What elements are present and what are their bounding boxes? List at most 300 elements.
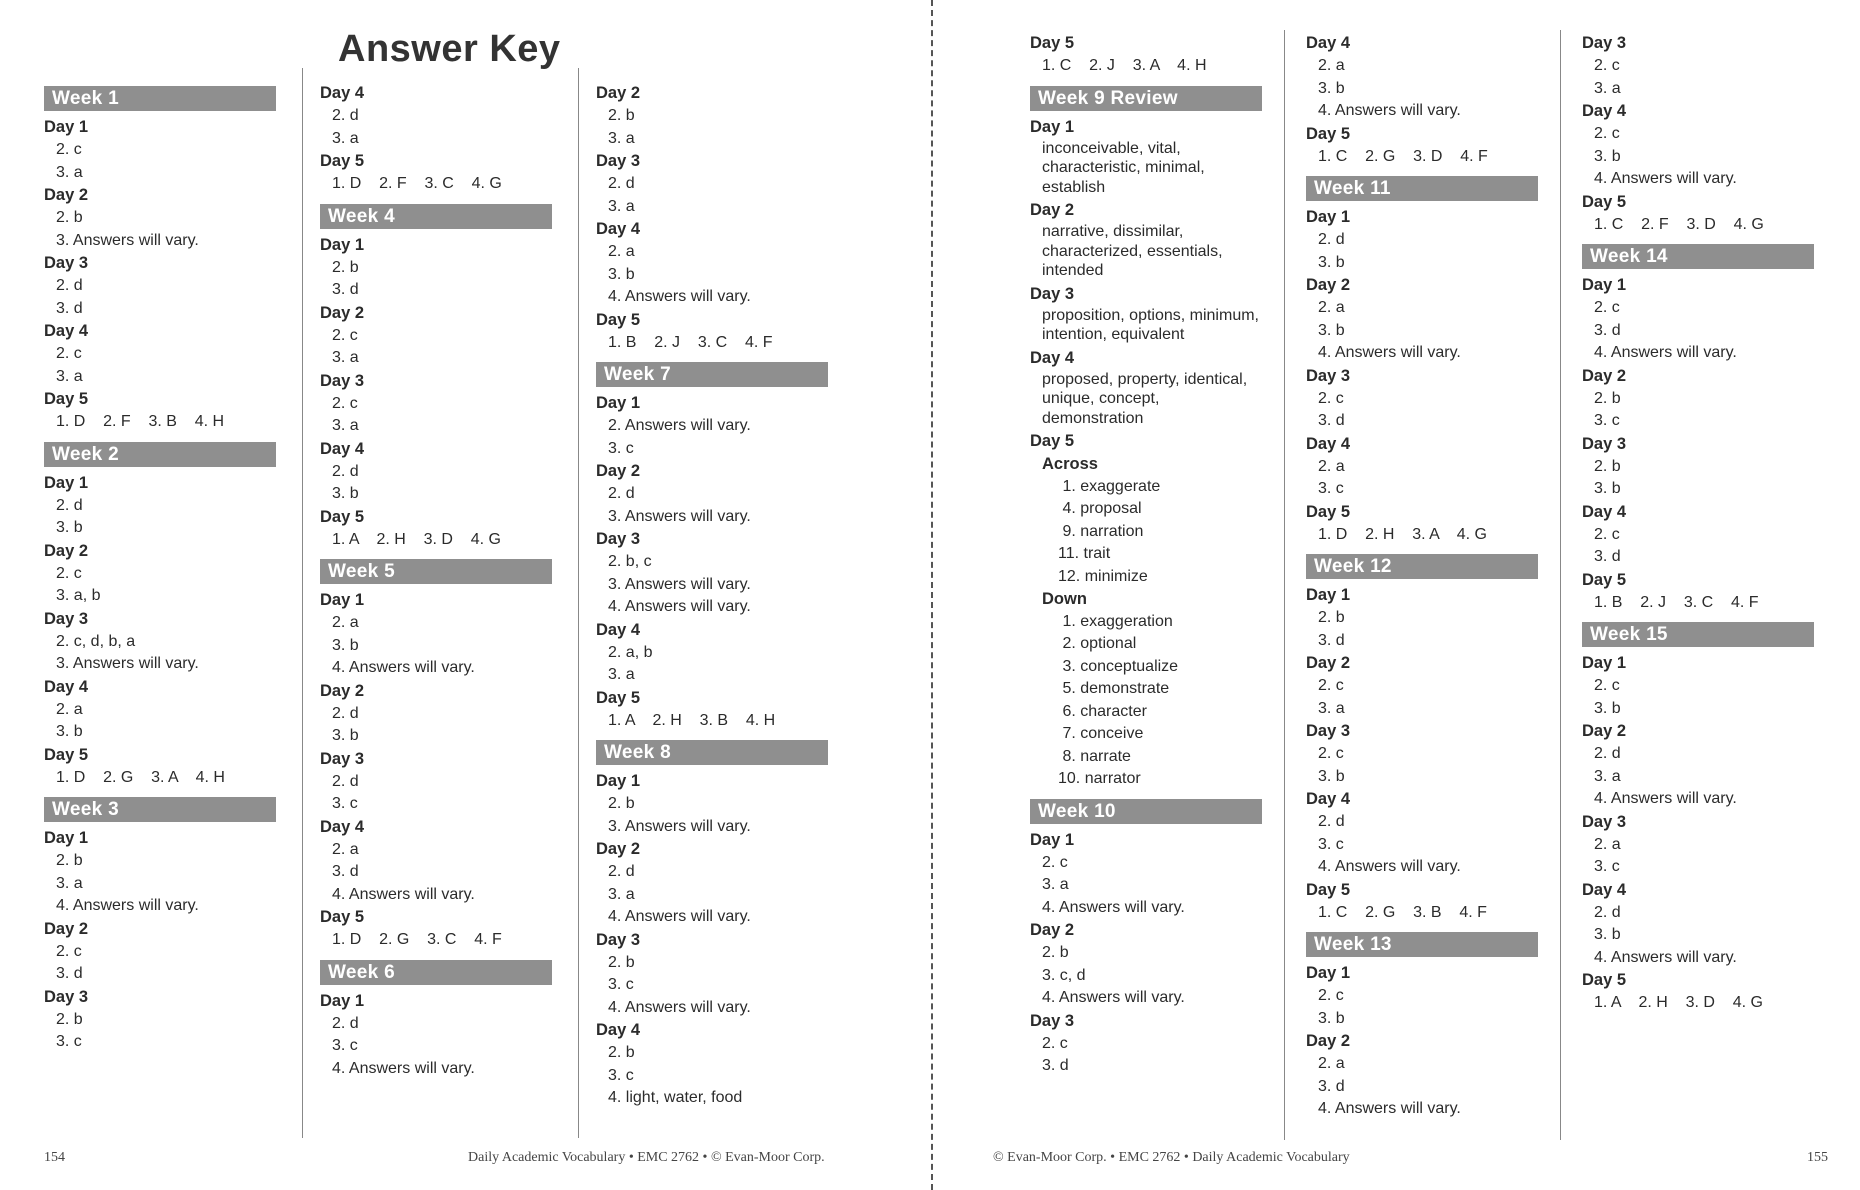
answer-item: 3. a [56, 367, 83, 385]
week-header: Week 6 [320, 960, 552, 985]
answer-item: 2. b [608, 1044, 635, 1061]
week-block [44, 86, 276, 434]
answer-item: 1. C 2. F 3. D 4. G [1594, 215, 1764, 233]
day-label: Day 4 [44, 322, 89, 340]
answer-list [332, 461, 552, 506]
week-header: Week 2 [44, 442, 276, 467]
day-label: Day 5 [1582, 192, 1627, 211]
day-label: Day 5 [1582, 971, 1627, 989]
answer-item: 4. Answers will vary. [332, 659, 475, 676]
answer-item: 2. a [1594, 835, 1621, 853]
week-header: Week 4 [320, 204, 552, 229]
week-header: Week 13 [1306, 932, 1538, 957]
answer-item: 1. D 2. G 3. A 4. H [56, 768, 225, 786]
day-label: Day 3 [1306, 722, 1351, 740]
day-label: Day 1 [1582, 654, 1627, 672]
answer-list [332, 325, 552, 370]
week-block [596, 740, 828, 1110]
answer-item: 4. Answers will vary. [1594, 344, 1737, 361]
answer-item: 4. Answers will vary. [1318, 858, 1461, 875]
answer-list [332, 173, 552, 196]
answer-item: 3. a [1594, 767, 1621, 785]
footer-credit-right: © Evan-Moor Corp. • EMC 2762 • Daily Academic Vocabulary [993, 1150, 1350, 1165]
answer-item: 6. character [1058, 702, 1147, 720]
day-label: Day 5 [320, 908, 365, 926]
answer-item: 4. Answers will vary. [608, 288, 751, 305]
answer-item: 2. d [332, 704, 359, 722]
answer-item: 2. b [1042, 944, 1069, 961]
answer-list [1058, 476, 1262, 589]
page-number-left: 154 [44, 1150, 65, 1165]
answer-list [56, 850, 276, 918]
week-header: Week 3 [44, 797, 276, 822]
answer-item: 2. d [608, 175, 635, 192]
answer-item: 7. conceive [1058, 725, 1144, 742]
answer-item: 4. light, water, food [608, 1089, 743, 1106]
answer-column-6 [1582, 32, 1814, 1015]
answer-item: 3. b [332, 727, 359, 744]
answer-list [608, 332, 828, 355]
answer-item: 3. a [1042, 876, 1069, 893]
answer-column-3 [596, 82, 828, 1110]
answer-item: proposition, options, minimum, intention, equivalent [1042, 306, 1259, 343]
day-label: Day 5 [1030, 432, 1075, 450]
week-header: Week 5 [320, 559, 552, 584]
day-label: Day 5 [596, 310, 641, 329]
answer-list [332, 105, 552, 150]
answer-item: 3. a [608, 197, 635, 215]
answer-item: 2. c [56, 141, 82, 158]
answer-list [1594, 902, 1814, 970]
answer-item: 2. c [1318, 389, 1344, 407]
week-header: Week 15 [1582, 622, 1814, 647]
answer-item: 2. b [1318, 609, 1345, 626]
day-label: Day 1 [320, 591, 365, 609]
answer-item: 3. b [56, 519, 83, 536]
answer-item: 2. d [1594, 903, 1621, 921]
answer-item: inconceivable, vital, characteristic, minimal, establish [1042, 139, 1205, 196]
day-label: Day 4 [1030, 348, 1075, 367]
day-label: Day 1 [320, 235, 365, 254]
day-label: Day 5 [320, 152, 365, 170]
answer-item: 9. narration [1058, 522, 1144, 540]
answer-item: 3. d [332, 281, 359, 298]
answer-item: 2. b [608, 795, 635, 812]
day-label: Day 4 [1582, 502, 1627, 521]
day-label: Day 3 [44, 254, 89, 272]
day-label: Day 3 [596, 930, 641, 949]
week-block [44, 442, 276, 790]
answer-list [56, 411, 276, 434]
week-block [596, 82, 828, 354]
answer-item: 2. b [332, 258, 359, 276]
day-label: Day 1 [1306, 586, 1351, 604]
answer-item: 1. C 2. G 3. B 4. F [1318, 903, 1487, 921]
answer-list [1594, 123, 1814, 191]
answer-item: 3. Answers will vary. [608, 817, 751, 835]
day-label: Day 4 [596, 1021, 641, 1039]
answer-list [608, 1042, 828, 1110]
answer-item: 3. conceptualize [1058, 657, 1179, 675]
answer-item: 4. Answers will vary. [332, 885, 475, 903]
answer-list [1318, 743, 1538, 788]
answer-list [1594, 834, 1814, 879]
day-label: Day 4 [596, 620, 641, 639]
answer-item: 2. d [56, 277, 83, 294]
answer-list [1594, 388, 1814, 433]
answer-item: 4. Answers will vary. [332, 1059, 475, 1077]
week-block [1582, 244, 1814, 614]
answer-list [608, 710, 828, 733]
answer-item: 3. b [332, 485, 359, 502]
answer-item: 4. Answers will vary. [1318, 344, 1461, 361]
week-block [1306, 176, 1538, 546]
answer-item: 2. d [332, 462, 359, 480]
day-label: Day 5 [596, 688, 641, 707]
answer-list [56, 941, 276, 986]
answer-item: 3. b [1594, 480, 1621, 497]
answer-item: 11. trait [1058, 545, 1111, 562]
day-label: Day 2 [596, 840, 641, 858]
answer-item: 2. d [332, 1014, 359, 1032]
answer-list [1042, 852, 1262, 920]
answer-list [608, 952, 828, 1020]
answer-list [1042, 1033, 1262, 1078]
answer-item: 3. d [1042, 1057, 1069, 1074]
day-label: Day 1 [44, 473, 89, 492]
answer-item: 2. b [56, 1010, 83, 1028]
answer-item: 2. c [1042, 853, 1068, 871]
answer-list [1318, 297, 1538, 365]
answer-list [1042, 942, 1262, 1010]
answer-list [1042, 370, 1262, 429]
answer-list [56, 699, 276, 744]
answer-item: 3. c [56, 1033, 82, 1050]
answer-item: 3. b [1594, 147, 1621, 165]
answer-item: 1. A 2. H 3. D 4. G [1594, 994, 1763, 1011]
day-label: Day 2 [1582, 366, 1627, 385]
day-label: Day 3 [320, 371, 365, 390]
answer-list [1318, 388, 1538, 433]
answer-item: 2. c [332, 394, 358, 412]
day-label: Day 4 [1306, 434, 1351, 453]
day-label: Day 1 [320, 991, 365, 1010]
answer-column-1 [44, 86, 276, 1054]
answer-list [1042, 222, 1262, 281]
answer-item: 1. C 2. J 3. A 4. H [1042, 57, 1207, 74]
answer-list [1318, 902, 1538, 925]
answer-item: 2. b [608, 107, 635, 124]
answer-list [56, 767, 276, 790]
answer-item: 1. D 2. H 3. A 4. G [1318, 525, 1487, 543]
answer-list [1318, 985, 1538, 1030]
answer-item: 1. B 2. J 3. C 4. F [608, 333, 773, 351]
answer-item: 3. c [1318, 480, 1344, 497]
answer-item: proposed, property, identical, unique, concept, demonstration [1042, 370, 1248, 427]
answer-item: 3. a [332, 129, 359, 147]
day-label: Day 4 [320, 439, 365, 458]
answer-item: 3. c [1594, 858, 1620, 875]
answer-list [1058, 611, 1262, 791]
week-header: Week 1 [44, 86, 276, 111]
answer-item: 2. c [1594, 677, 1620, 694]
day-label: Day 3 [1582, 434, 1627, 453]
day-label: Day 3 [1030, 284, 1075, 303]
answer-item: 2. b [608, 953, 635, 971]
day-label: Day 2 [596, 84, 641, 102]
answer-list [1318, 456, 1538, 501]
answer-item: 2. c [1318, 987, 1344, 1004]
answer-list [1594, 524, 1814, 569]
answer-item: 3. a [608, 885, 635, 903]
answer-list [1318, 55, 1538, 123]
week-block [1306, 932, 1538, 1121]
answer-list [1042, 55, 1262, 78]
answer-list [608, 241, 828, 309]
answer-item: 2. a [608, 243, 635, 260]
day-label: Day 2 [596, 462, 641, 480]
answer-list [1042, 306, 1262, 345]
answer-item: 2. c [56, 345, 82, 362]
day-label: Day 4 [44, 677, 89, 696]
answer-list [608, 642, 828, 687]
answer-item: 2. b [1594, 389, 1621, 407]
answer-item: 3. a [56, 874, 83, 892]
answer-item: 3. c [608, 439, 634, 457]
day-label: Day 5 [1306, 502, 1351, 521]
answer-column-2 [320, 82, 552, 1080]
answer-item: 4. Answers will vary. [1594, 790, 1737, 807]
answer-list [608, 551, 828, 619]
answer-item: 3. b [1318, 253, 1345, 271]
answer-list [1594, 743, 1814, 811]
answer-item: 3. c [608, 1066, 634, 1084]
answer-item: 1. A 2. H 3. B 4. H [608, 711, 776, 729]
week-block [1306, 32, 1538, 168]
answer-item: 3. c [332, 1037, 358, 1054]
answer-list [56, 563, 276, 608]
week-block [320, 960, 552, 1081]
answer-item: 3. a [608, 666, 635, 683]
page-title: Answer Key [338, 28, 561, 70]
answer-item: 3. d [332, 863, 359, 880]
answer-item: 3. a [608, 129, 635, 147]
answer-item: 3. b [1318, 1009, 1345, 1027]
answer-item: 2. c [56, 564, 82, 582]
week-header: Week 8 [596, 740, 828, 765]
day-label: Day 1 [1306, 964, 1351, 982]
day-label: Day 4 [320, 84, 365, 102]
answer-item: 5. demonstrate [1058, 680, 1170, 697]
day-label: Day 5 [44, 390, 89, 408]
day-label: Day 3 [1582, 812, 1627, 831]
answer-item: 2. b [1594, 457, 1621, 475]
answer-item: 2. b [56, 852, 83, 869]
answer-list [1594, 675, 1814, 720]
answer-list [1318, 524, 1538, 547]
day-label: Day 4 [320, 817, 365, 836]
day-label: Day 5 [44, 745, 89, 764]
answer-item: 2. c [1042, 1034, 1068, 1052]
day-label: Day 1 [44, 118, 89, 136]
answer-item: 4. Answers will vary. [1318, 102, 1461, 119]
section-label: Across [1042, 455, 1098, 473]
answer-item: 1. B 2. J 3. C 4. F [1594, 593, 1759, 611]
answer-item: 1. C 2. G 3. D 4. F [1318, 147, 1488, 165]
answer-list [1318, 607, 1538, 652]
week-block [1030, 86, 1262, 791]
day-label: Day 3 [1030, 1011, 1075, 1030]
answer-list [332, 393, 552, 438]
day-label: Day 2 [1306, 654, 1351, 672]
day-label: Day 1 [596, 394, 641, 412]
week-block [44, 797, 276, 1054]
week-header: Week 9 Review [1030, 86, 1262, 111]
answer-item: 3. b [1318, 321, 1345, 339]
answer-list [1594, 297, 1814, 365]
answer-item: 3. c, d [1042, 966, 1086, 984]
answer-list [608, 793, 828, 838]
column-rule [302, 68, 303, 1138]
answer-list [332, 839, 552, 907]
answer-list [1042, 139, 1262, 198]
week-block [1582, 32, 1814, 236]
answer-list [56, 495, 276, 540]
answer-item: 3. a [1318, 699, 1345, 717]
answer-item: 8. narrate [1058, 747, 1131, 765]
answer-list [608, 483, 828, 528]
section-label: Down [1042, 590, 1087, 608]
day-label: Day 1 [1306, 208, 1351, 226]
answer-list [56, 207, 276, 252]
answer-list [1318, 1053, 1538, 1121]
answer-item: 3. b [1318, 79, 1345, 97]
answer-item: 2. a [332, 614, 359, 631]
answer-list [332, 257, 552, 302]
answer-item: 4. Answers will vary. [608, 908, 751, 925]
answer-item: narrative, dissimilar, characterized, essentials, intended [1042, 223, 1223, 279]
answer-item: 1. exaggeration [1058, 612, 1173, 630]
answer-item: 3. c [608, 976, 634, 993]
week-block [320, 204, 552, 552]
answer-item: 3. b [56, 723, 83, 740]
day-label: Day 5 [1306, 880, 1351, 899]
week-header: Week 14 [1582, 244, 1814, 269]
page-spine [931, 0, 933, 1190]
answer-item: 1. A 2. H 3. D 4. G [332, 530, 501, 548]
answer-item: 2. optional [1058, 635, 1137, 652]
answer-item: 4. proposal [1058, 500, 1142, 517]
answer-item: 3. b [1318, 767, 1345, 785]
answer-item: 3. Answers will vary. [608, 507, 751, 525]
day-label: Day 4 [1306, 34, 1351, 52]
answer-item: 2. a [1318, 299, 1345, 316]
answer-item: 2. Answers will vary. [608, 417, 751, 434]
answer-list [1594, 214, 1814, 237]
answer-list [1318, 229, 1538, 274]
answer-item: 2. a [1318, 457, 1345, 475]
answer-item: 3. d [1318, 1077, 1345, 1095]
answer-item: 3. c [1594, 412, 1620, 429]
answer-list [56, 1009, 276, 1054]
answer-list [1318, 675, 1538, 720]
week-block [1030, 32, 1262, 78]
day-label: Day 4 [1306, 790, 1351, 808]
answer-item: 2. c [1594, 125, 1620, 142]
answer-item: 3. d [1594, 321, 1621, 339]
answer-item: 2. c [1318, 745, 1344, 762]
column-rule [1560, 30, 1561, 1140]
answer-item: 2. a, b [608, 643, 653, 661]
week-header: Week 7 [596, 362, 828, 387]
day-label: Day 1 [44, 829, 89, 847]
day-label: Day 1 [1030, 830, 1075, 849]
day-label: Day 2 [1030, 201, 1075, 219]
answer-item: 3. a [56, 163, 83, 181]
answer-item: 3. b [1594, 699, 1621, 717]
week-header: Week 12 [1306, 554, 1538, 579]
day-label: Day 1 [1582, 276, 1627, 294]
answer-item: 2. d [332, 107, 359, 124]
week-block [1306, 554, 1538, 924]
answer-item: 2. d [332, 772, 359, 790]
answer-list [1594, 55, 1814, 100]
day-label: Day 2 [320, 303, 365, 322]
answer-list [332, 1013, 552, 1081]
answer-list [608, 861, 828, 929]
answer-item: 2. c [56, 942, 82, 960]
day-label: Day 2 [44, 919, 89, 938]
answer-item: 4. Answers will vary. [1042, 989, 1185, 1006]
answer-column-4 [1030, 32, 1262, 1078]
day-label: Day 1 [596, 772, 641, 790]
week-block [1030, 799, 1262, 1078]
answer-item: 4. Answers will vary. [608, 998, 751, 1016]
answer-item: 3. d [1318, 412, 1345, 429]
answer-item: 2. c [1318, 677, 1344, 694]
answer-item: 4. Answers will vary. [1042, 898, 1185, 916]
answer-item: 3. a [1594, 79, 1621, 97]
answer-item: 3. a, b [56, 587, 101, 604]
answer-list [608, 415, 828, 460]
day-label: Day 2 [44, 186, 89, 204]
answer-list [56, 139, 276, 184]
answer-item: 2. c [1594, 525, 1620, 543]
day-label: Day 5 [1582, 570, 1627, 589]
week-header: Week 11 [1306, 176, 1538, 201]
answer-item: 3. d [1594, 548, 1621, 565]
week-block [596, 362, 828, 732]
day-label: Day 3 [1582, 34, 1627, 52]
answer-item: 2. d [608, 863, 635, 880]
day-label: Day 2 [1306, 1032, 1351, 1050]
answer-list [1594, 992, 1814, 1015]
day-label: Day 1 [1030, 117, 1075, 136]
answer-list [332, 703, 552, 748]
day-label: Day 3 [44, 987, 89, 1006]
day-label: Day 2 [1306, 276, 1351, 294]
answer-list [1318, 811, 1538, 879]
day-label: Day 3 [596, 530, 641, 548]
answer-item: 3. Answers will vary. [56, 231, 199, 249]
answer-item: 1. D 2. F 3. C 4. G [332, 175, 502, 192]
answer-item: 2. b, c [608, 553, 652, 570]
answer-item: 2. b [56, 209, 83, 226]
day-label: Day 2 [320, 681, 365, 700]
answer-item: 3. b [1594, 926, 1621, 943]
answer-item: 3. b [608, 265, 635, 283]
answer-item: 2. a [56, 700, 83, 718]
